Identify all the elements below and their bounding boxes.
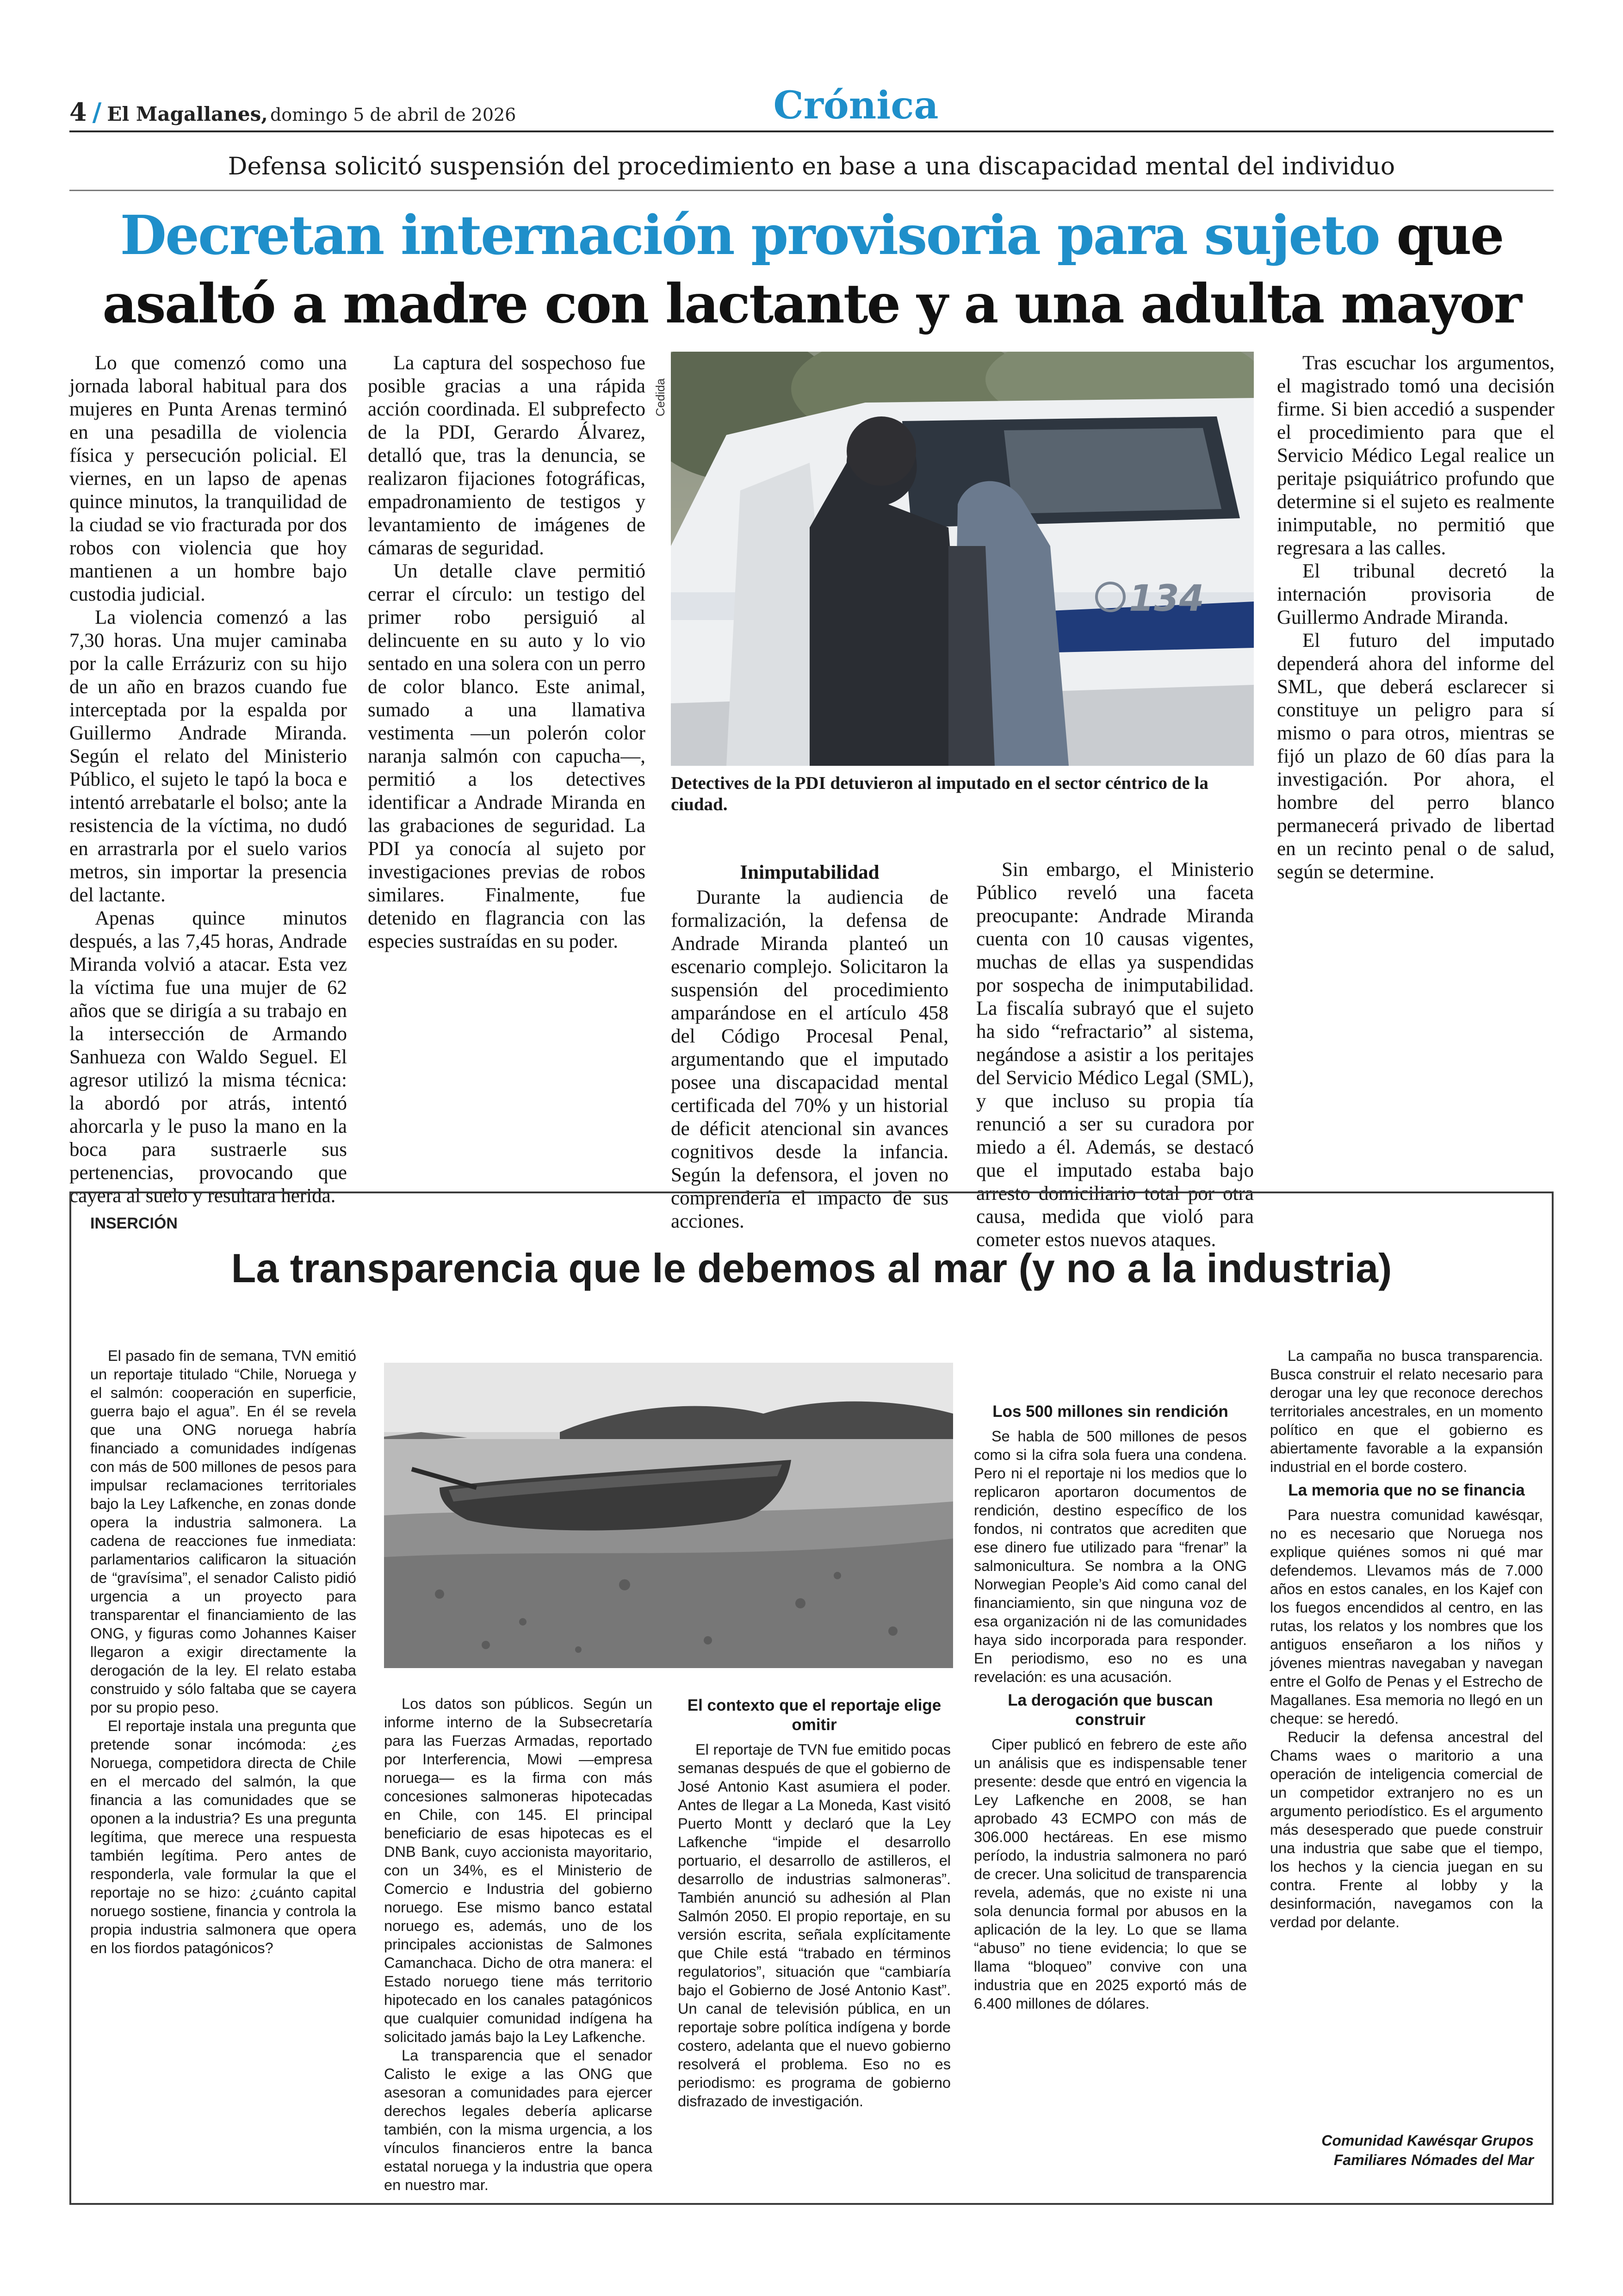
article-column-1	[69, 352, 347, 1208]
boat-photo	[384, 1363, 953, 1668]
article-kicker: Defensa solicitó suspensión del procedimiento en base a una discapacidad mental del individuo	[228, 153, 1395, 180]
photo-credit: Cedida	[653, 378, 667, 416]
insertion-subheading-2: Los 500 millones sin rendición	[992, 1402, 1228, 1421]
insertion-label: INSERCIÓN	[90, 1215, 178, 1232]
insertion-subheading-4: La memoria que no se financia	[1288, 1481, 1525, 1499]
article-paragraph-7: Sin embargo, el Ministerio Público reveló una faceta preocupante: Andrade Miranda cuenta con 10 causas vigentes, muchas de ellas ya suspendidas por sospecha de inimputabilidad. La fiscalía subrayó que el sujeto ha sido “refractario” al sistema, negándose a asistir a los peritajes del Servicio Médico Legal (SML), y que incluso su propia tía renunció a ser su curadora por miedo a él. Además, se destacó que el imputado estaba bajo arresto domiciliario total por otra causa, medida que violó para cometer estos nuevos ataques.	[976, 859, 1254, 1251]
kicker-rule	[69, 190, 1554, 191]
signature-line-2: Familiares Nómades del Mar	[1333, 2152, 1534, 2168]
headline-blue-part: Decretan internación provisoria para sujeto	[120, 204, 1379, 267]
article-headline	[69, 201, 1554, 338]
insertion-column-2	[384, 1694, 652, 2194]
boat-illustration	[384, 1363, 953, 1668]
photo-caption: Detectives de la PDI detuvieron al imputado en el sector céntrico de la ciudad.	[671, 773, 1208, 814]
newspaper-name: El Magallanes,	[107, 103, 268, 125]
article-paragraph-9: El tribunal decretó la internación provisoria de Guillermo Andrade Miranda.	[1277, 560, 1555, 628]
insertion-paragraph-2: El reportaje instala una pregunta que pretende sonar incómoda: ¿es Noruega, competidora directa de Chile en el mercado del salmón, la que financia a las comunidades que se oponen a la industria? Es una pregunta legítima, que merece una respuesta también legítima. Pero antes de responderla, vale formular la que el reportaje no se hizo: ¿cuánto capital noruego sostiene, financia y controla la propia industria salmonera que opera en los fiordos patagónicos?	[90, 1718, 356, 1956]
police-car-illustration	[671, 352, 1254, 766]
article-paragraph-5: Un detalle clave permitió cerrar el círculo: un testigo del primer robo persiguió al delincuente en su auto y lo vio sentado en una solera con un perro de color blanco. Este animal, sumado a una llamativa vestimenta —un polerón color naranja salmón con capucha—, permitió a los detectives identificar a Andrade Miranda en las grabaciones de seguridad. La PDI ya conocía al sujeto por investigaciones previas de robos similares. Finalmente, fue detenido en flagrancia con las especies sustraídas en su poder.	[368, 560, 645, 952]
signature-line-1: Comunidad Kawésqar Grupos	[1321, 2132, 1534, 2149]
insertion-paragraph-10: Reducir la defensa ancestral del Chams waes o maritorio a una operación de inteligencia comercial de un competidor extranjero no es un argumento periodístico. Es el argumento más desesperado que puede construir una industria que sabe que el tiempo, los hechos y la ciencia juegan en su contra. Frente al lobby y la desinformación, navegamos con la verdad por delante.	[1270, 1729, 1543, 1930]
insertion-column-5	[1270, 1347, 1543, 1931]
article-paragraph-6: Durante la audiencia de formalización, la defensa de Andrade Miranda planteó un escenario complejo. Solicitaron la suspensión del procedimiento amparándose en el artículo 458 del Código Procesal Penal, argumentando que el imputado posee una discapacidad mental certificada del 70% y un historial de déficit atencional sin avances cognitivos desde la infancia. Según la defensora, el joven no comprendería el impacto de sus acciones.	[671, 887, 948, 1232]
insertion-paragraph-7: Ciper publicó en febrero de este año un análisis que es indispensable tener presente: desde que entró en vigencia la Ley Lafkenche en 2008, se han aprobado 43 ECMPO con más de 306.000 hectáreas. En ese mismo período, la industria salmonera no paró de crecer. Una solicitud de transparencia revela, además, que no existe ni una sola denuncia formal por abusos en la aplicación de la ley. Lo que se llama “abuso” no tiene evidencia; lo que se llama “bloqueo” convive con una industria que en 2025 exportó más de 6.400 millones de dólares.	[974, 1736, 1247, 2012]
header-rule	[69, 130, 1554, 132]
insertion-paragraph-8: La campaña no busca transparencia. Busca construir el relato necesario para derogar una ley que reconoce derechos territoriales ancestrales, en un momento político en que el gobierno es abiertamente favorable a la expansión industrial en el borde costero.	[1270, 1347, 1543, 1475]
header-separator: /	[92, 97, 102, 127]
article-paragraph-4: La captura del sospechoso fue posible gracias a una rápida acción coordinada. El subprefecto de la PDI, Gerardo Álvarez, detalló que, tras la denuncia, se realizaron fijaciones fotográficas, empadronamiento de testigos y levantamiento de imágenes de cámaras de seguridad.	[368, 352, 645, 559]
publication-date: domingo 5 de abril de 2026	[270, 105, 516, 125]
car-number: 134	[1129, 578, 1204, 620]
insertion-subheading-3: La derogación que buscan construir	[1008, 1691, 1213, 1729]
article-paragraph-3: Apenas quince minutos después, a las 7,45 horas, Andrade Miranda volvió a atacar. Esta vez la víctima fue una mujer de 62 años que se dirigía a su trabajo en la intersección de Armando Sanhueza con Waldo Seguel. El agresor utilizó la misma técnica: la abordó por atrás, intentó ahorcarla y le puso la mano en la boca para sustraerle sus pertenencias, provocando que cayera al suelo y resultara herida.	[69, 907, 347, 1207]
police-car-photo	[671, 352, 1254, 766]
article-column-2	[368, 352, 645, 953]
insertion-subheading-1: El contexto que el reportaje elige omitir	[687, 1696, 942, 1734]
insertion-paragraph-9: Para nuestra comunidad kawésqar, no es necesario que Noruega nos explique quiénes somos ni qué mar defendemos. Llevamos más de 7.000 años en estos canales, en los Kajef con los fuegos encendidos al centro, en las rutas, los relatos y los nombres que los antiguos enseñaron a los niños y jóvenes mientras navegaban y navegan entre el Golfo de Penas y el Estrecho de Magallanes. Esa memoria no llegó en un cheque: se heredó.	[1270, 1507, 1543, 1727]
section-title: Crónica	[773, 83, 939, 128]
insertion-signature	[1258, 2131, 1534, 2170]
insertion-paragraph-6: Se habla de 500 millones de pesos como si la cifra sola fuera una condena. Pero ni el reportaje ni los medios que lo replicaron aportaron documentos de rendición, destino específico de los fondos, ni contratos que acrediten que ese dinero fue utilizado para “frenar” la salmonicultura. Se nombra a la ONG Norwegian People’s Aid como canal del financiamiento, sin que ninguna voz de esa organización ni de las comunidades haya sido incorporada para responder. En periodismo, eso no es una revelación: es una acusación.	[974, 1428, 1247, 1685]
page-header	[69, 97, 516, 130]
article-subheading: Inimputabilidad	[740, 862, 880, 883]
article-column-5	[1277, 352, 1555, 884]
article-column-3	[671, 858, 948, 1233]
insertion-paragraph-1: El pasado fin de semana, TVN emitió un reportaje titulado “Chile, Noruega y el salmón: cooperación en superficie, guerra bajo el agua”. En él se revela que una ONG noruega habría financiado a comunidades indígenas con más de 500 millones de pesos para impulsar reclamaciones territoriales bajo la Ley Lafkenche, en zonas donde opera la industria salmonera. La cadena de reacciones fue inmediata: parlamentarios calificaron la situación de “gravísima”, el senador Calisto pidió urgencia a un proyecto para transparentar el financiamiento de las ONG, y figuras como Johannes Kaiser llegaron a exigir directamente la derogación de la ley. El relato estaba construido y sólo faltaba que se cayera por su propio peso.	[90, 1347, 356, 1716]
insertion-paragraph-5: El reportaje de TVN fue emitido pocas semanas después de que el gobierno de José Antonio Kast asumiera el poder. Antes de llegar a La Moneda, Kast visitó Puerto Montt y declaró que la Ley Lafkenche “impide el desarrollo portuario, el desarrollo de astilleros, el desarrollo de industrias salmoneras”. También anunció su adhesión al Plan Salmón 2050. El propio reportaje, en su versión escrita, señala explícitamente que Chile está “trabado en términos regulatorios”, situación que “cambiaría bajo el Gobierno de José Antonio Kast”. Un canal de televisión pública, en un reportaje sobre política indígena y borde costero, adelanta que el nuevo gobierno resolverá el problema. Eso no es periodismo: es programa de gobierno disfrazado de investigación.	[678, 1741, 951, 2110]
insertion-paragraph-3: Los datos son públicos. Según un informe interno de la Subsecretaría para las Fuerzas Armadas, reportado por Interferencia, Mowi —empresa noruega— es la firma con más concesiones salmoneras hipotecadas en Chile, con 145. El principal beneficiario de esas hipotecas es el DNB Bank, cuyo accionista mayoritario, con un 34%, es el Ministerio de Comercio e Industria del gobierno noruego. Ese mismo banco estatal noruego es, además, uno de los principales accionistas de Salmones Camanchaca. Dicho de otra manera: el Estado noruego tiene más territorio hipotecado en los canales patagónicos que cualquier comunidad indígena ha solicitado jamás bajo la Ley Lafkenche.	[384, 1695, 652, 2045]
article-paragraph-10: El futuro del imputado dependerá ahora del informe del SML, que deberá esclarecer si constituye un peligro para sí mismo o para otros, mientras se fijó un plazo de 60 días para la investigación. Por ahora, el hombre del perro blanco permanecerá privado de libertad en un recinto penal o de salud, según se determine.	[1277, 630, 1555, 883]
insertion-column-4	[974, 1397, 1247, 2013]
insertion-column-1	[90, 1347, 356, 1957]
headline-dark-part-2: asaltó a madre con lactante y a una adulta mayor	[102, 273, 1521, 335]
article-paragraph-2: La violencia comenzó a las 7,30 horas. Una mujer caminaba por la calle Errázuriz con su hijo de un año en brazos cuando fue interceptada por la espalda por Guillermo Andrade Miranda. Según el relato del Ministerio Público, el sujeto le tapó la boca e intentó arrebatarle el bolso; ante la resistencia de la víctima, no dudó en arrastrarla por el suelo varios metros, sin importar la presencia del lactante.	[69, 607, 347, 906]
article-paragraph-8: Tras escuchar los argumentos, el magistrado tomó una decisión firme. Si bien accedió a suspender el procedimiento para que el Servicio Médico Legal realice un peritaje psiquiátrico profundo que determine si el sujeto es realmente inimputable, no permitió que regresara a las calles.	[1277, 352, 1555, 559]
insertion-title: La transparencia que le debemos al mar (y no a la industria)	[231, 1245, 1392, 1291]
article-paragraph-1: Lo que comenzó como una jornada laboral habitual para dos mujeres en Punta Arenas terminó en una pesadilla de violencia física y persecución policial. El viernes, en un lapso de apenas quince minutos, la tranquilidad de la ciudad se vio fracturada por dos robos con violencia que hoy mantienen a un hombre bajo custodia judicial.	[69, 352, 347, 605]
headline-dark-part-1: que	[1379, 204, 1503, 267]
insertion-paragraph-4: La transparencia que el senador Calisto le exige a las ONG que asesoran a comunidades para ejercer derechos legales debería aplicarse también, con la misma urgencia, a los vínculos financieros entre la banca estatal noruega y la industria que opera en nuestro mar.	[384, 2047, 652, 2193]
insertion-column-3	[678, 1691, 951, 2110]
page-number: 4	[69, 97, 87, 127]
